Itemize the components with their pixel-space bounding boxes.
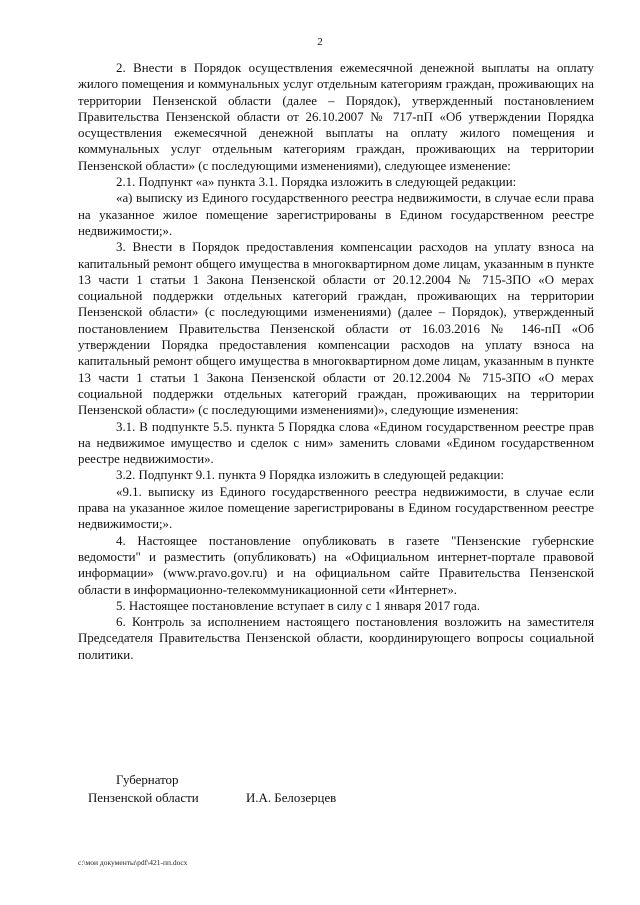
signature-block bbox=[88, 771, 336, 807]
paragraph-3-2: 3.2. Подпункт 9.1. пункта 9 Порядка изложить в следующей редакции: bbox=[116, 468, 505, 483]
signatory-title: Губернатор bbox=[116, 773, 179, 787]
document-body bbox=[78, 60, 594, 663]
paragraph-3-1: 3.1. В подпункте 5.5. пункта 5 Порядка слова «Едином государственном реестре прав на недвижимое имущество и сделок с ним» заменить словами «Едином государственном реестре недвижимости». bbox=[78, 419, 594, 467]
paragraph-2-1: 2.1. Подпункт «а» пункта 3.1. Порядка изложить в следующей редакции: bbox=[116, 175, 517, 190]
signatory-region: Пензенской области bbox=[88, 791, 199, 805]
paragraph-2-1-quote: «а) выписку из Единого государственного реестра недвижимости, в случае если права на указанное жилое помещение зарегистрированы в Едином государственном реестре недвижимости;». bbox=[78, 191, 594, 238]
paragraph-6: 6. Контроль за исполнением настоящего постановления возложить на заместителя Председателя Правительства Пензенской области, координирующего вопросы социальной политики. bbox=[78, 615, 594, 662]
paragraph-3: 3. Внести в Порядок предоставления компенсации расходов на уплату взноса на капитальный ремонт общего имущества в многоквартирном доме лицам, указанным в пункте 13 части 1 статьи 1 Закона Пензенской области от 20.12.2004 № 715-ЗПО «О мерах социальной поддержки отдельных категорий граждан, проживающих на территории Пензенской области» (с последующими изменениями) (далее – Порядок), утвержденный постановлением Правительства Пензенской области от 16.03.2016 № 146-пП «Об утверждении Порядка предоставления компенсации расходов на уплату взноса на капитальный ремонт общего имущества в многоквартирном доме лицам, указанным в пункте 13 части 1 статьи 1 Закона Пензенской области от 20.12.2004 № 715-ЗПО «О мерах социальной поддержки отдельных категорий граждан, проживающих на территории Пензенской области» (с последующими изменениями)», следующие изменения: bbox=[78, 240, 594, 418]
signatory-name: И.А. Белозерцев bbox=[246, 791, 337, 805]
paragraph-4: 4. Настоящее постановление опубликовать в газете "Пензенские губернские ведомости" и разместить (опубликовать) на «Официальном интернет-портале правовой информации» (www.pravo.gov.ru) и на официальном сайте Правительства Пензенской области в информационно-телекоммуникационной сети «Интернет». bbox=[78, 533, 594, 597]
footer-file-path: c:\мои документы\pdf\421-пп.docx bbox=[78, 858, 188, 867]
page-number: 2 bbox=[317, 36, 323, 48]
paragraph-2: 2. Внести в Порядок осуществления ежемесячной денежной выплаты на оплату жилого помещения и коммунальных услуг отдельным категориям граждан, проживающих на территории Пензенской области (далее – Порядок), утвержденный постановлением Правительства Пензенской области от 26.10.2007 № 717-пП «Об утверждении Порядка осуществления ежемесячной денежной выплаты на оплату жилого помещения и коммунальных услуг отдельным категориям граждан, проживающих на территории Пензенской области» (с последующими изменениями), следующее изменение: bbox=[78, 61, 594, 173]
paragraph-5: 5. Настоящее постановление вступает в силу с 1 января 2017 года. bbox=[116, 598, 480, 613]
paragraph-3-2-quote: «9.1. выписку из Единого государственного реестра недвижимости, в случае если права на указанное жилое помещение зарегистрированы в Едином государственном реестре недвижимости;». bbox=[78, 484, 594, 532]
